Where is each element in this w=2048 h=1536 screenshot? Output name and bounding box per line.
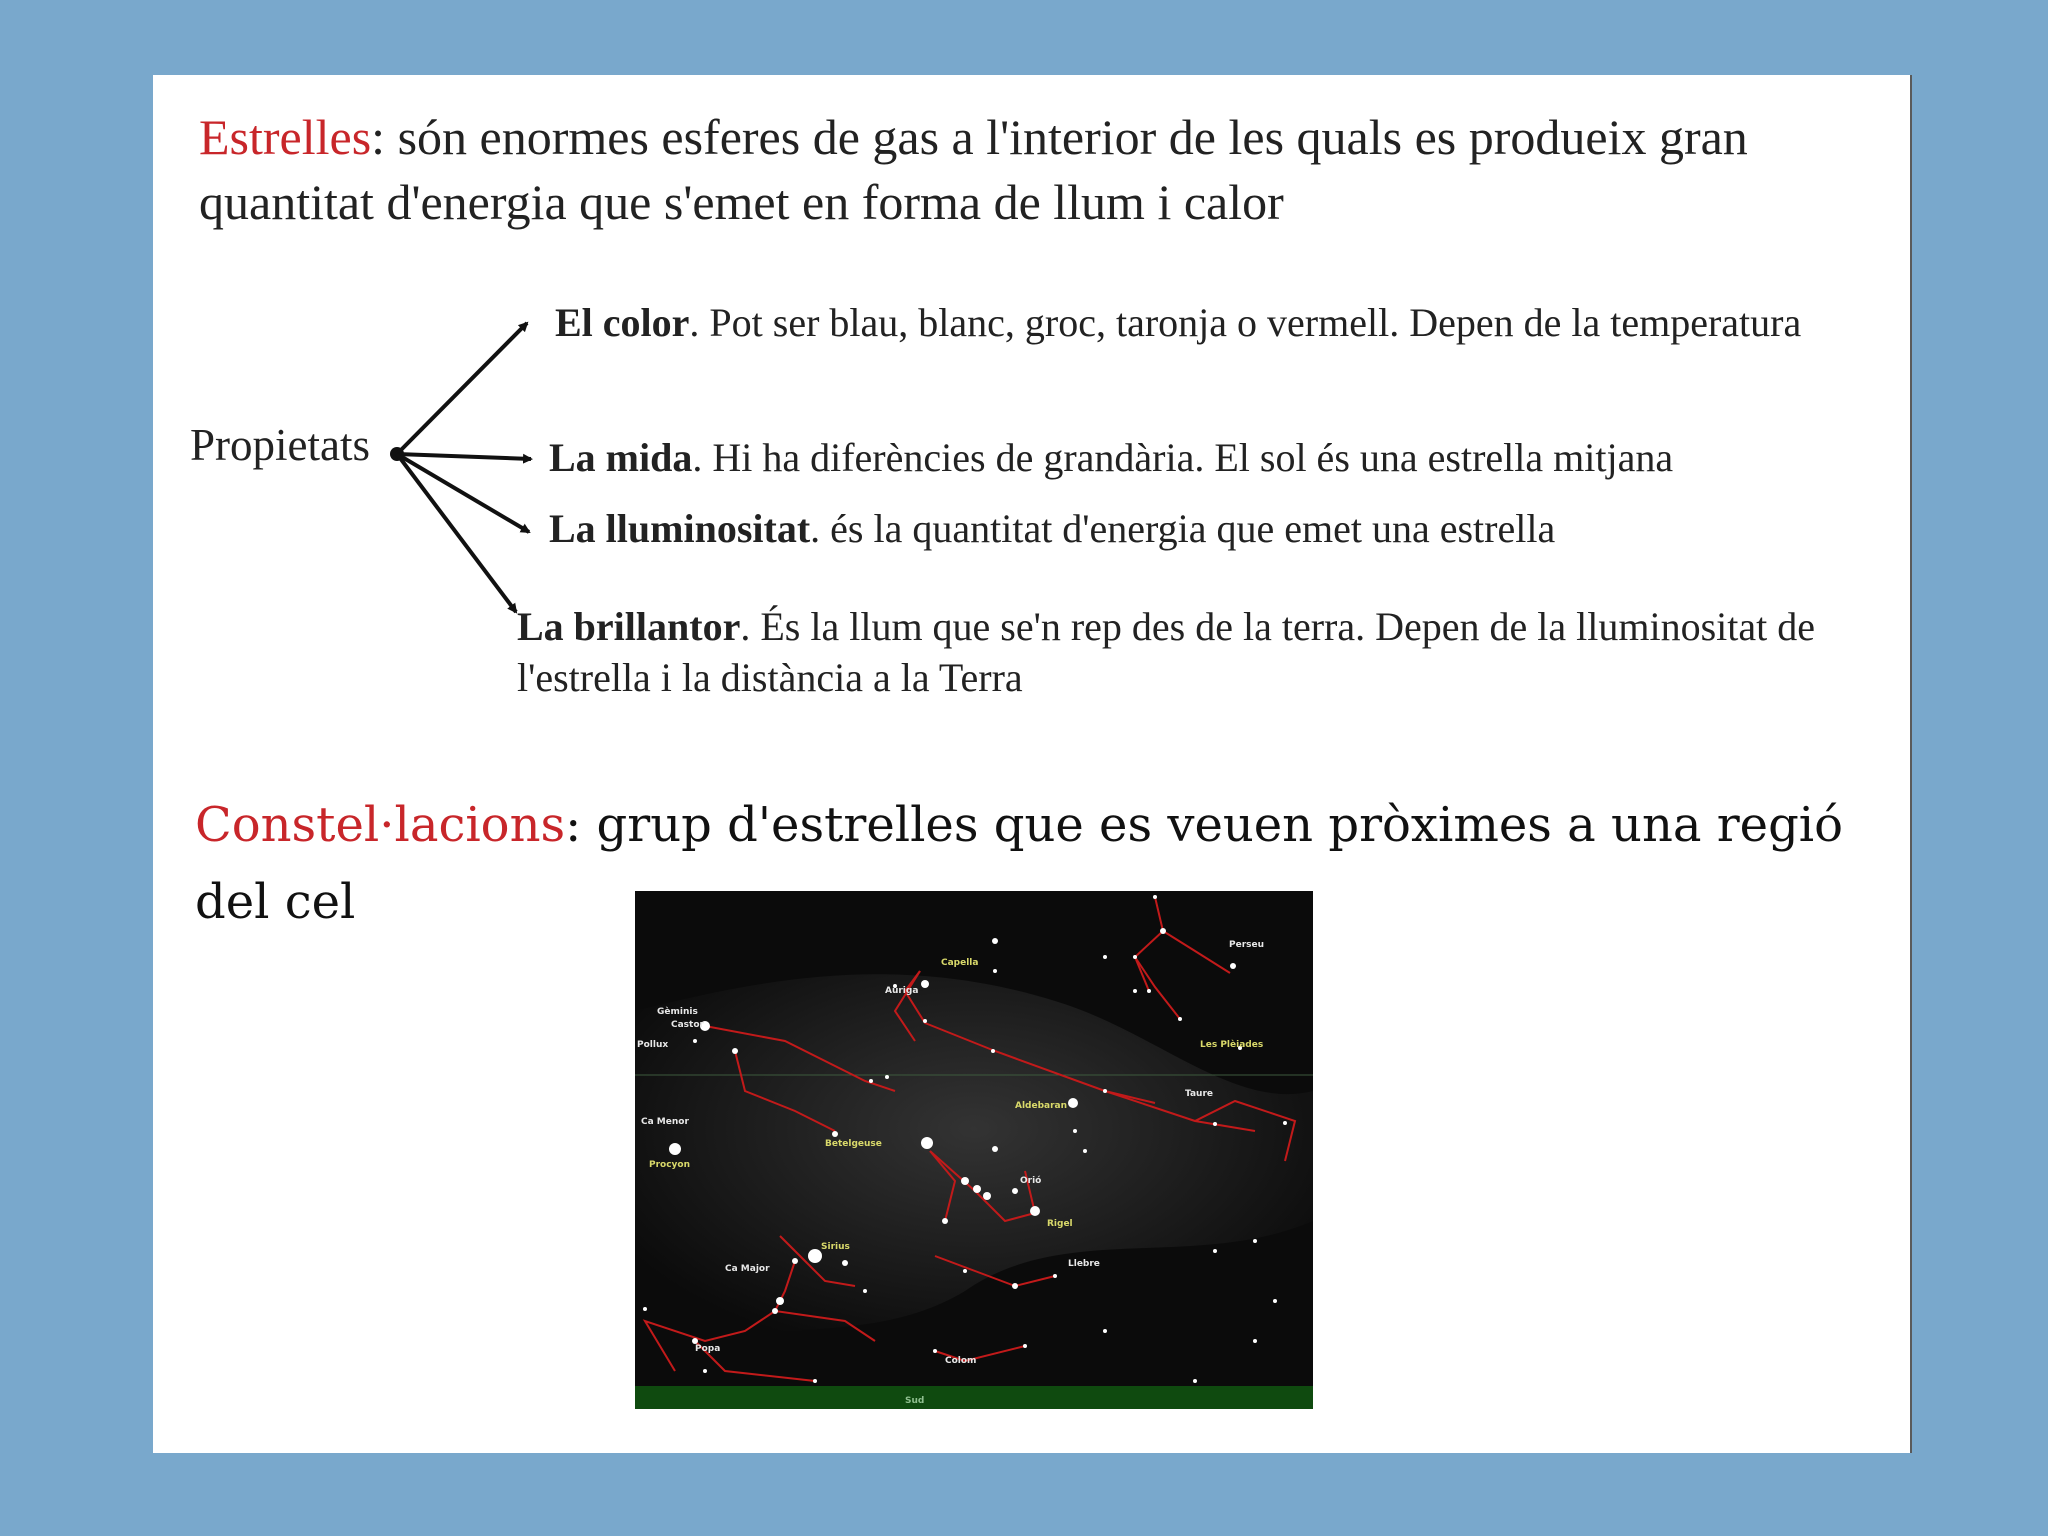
sky-label: Popa xyxy=(695,1344,721,1354)
sky-label: Auriga xyxy=(885,986,919,996)
estrelles-term: Estrelles xyxy=(199,109,372,165)
property-color xyxy=(555,297,1825,348)
property-text: . Hi ha diferències de grandària. El sol és una estrella mitjana xyxy=(692,435,1674,480)
sky-label: Les Plèiades xyxy=(1200,1040,1264,1050)
sky-label: Sud xyxy=(905,1396,925,1406)
sky-map-svg xyxy=(635,891,1313,1409)
sky-label: Ca Menor xyxy=(641,1117,689,1127)
property-text: . Pot ser blau, blanc, groc, taronja o vermell. Depen de la temperatura xyxy=(689,300,1802,345)
property-brillantor xyxy=(517,601,1907,703)
property-lluminositat xyxy=(549,503,1889,554)
constellation-sky-map xyxy=(635,891,1313,1409)
property-title: La mida xyxy=(549,435,693,480)
property-title: La lluminositat xyxy=(549,506,811,551)
arrow-color xyxy=(397,323,527,454)
horizon-ground xyxy=(635,1386,1313,1409)
sky-label: Pollux xyxy=(637,1040,669,1050)
sky-label: Taure xyxy=(1185,1089,1214,1099)
estrelles-text: : són enormes esferes de gas a l'interior de les quals es produeix gran quantitat d'energia que s'emet en forma de llum i calor xyxy=(199,109,1748,230)
sky-label: Sirius xyxy=(821,1242,850,1252)
sky-label: Orió xyxy=(1020,1176,1042,1186)
sky-label: Colom xyxy=(945,1356,977,1366)
sky-label: Ca Major xyxy=(725,1264,770,1274)
property-text: . és la quantitat d'energia que emet una estrella xyxy=(810,506,1556,551)
arrow-mida xyxy=(397,454,531,459)
sky-label: Betelgeuse xyxy=(825,1139,882,1149)
slide xyxy=(153,75,1912,1453)
sky-label: Gèminis xyxy=(657,1007,698,1017)
arrow-brillantor xyxy=(397,454,516,612)
sky-label: Procyon xyxy=(649,1160,691,1170)
property-text: . És la llum que se'n rep des de la terra. Depen de la lluminositat de l'estrella i la distància a la Terra xyxy=(517,604,1815,700)
sky-label: Llebre xyxy=(1068,1259,1100,1269)
constellacions-text: : grup d'estrelles que es veuen pròximes a una regió del cel xyxy=(195,797,1844,930)
property-mida xyxy=(549,432,1889,483)
sky-label: Castor xyxy=(671,1020,704,1030)
arrow-lluminositat xyxy=(397,454,529,532)
sky-label: Perseu xyxy=(1229,940,1265,950)
property-title: El color xyxy=(555,300,690,345)
propietats-label: Propietats xyxy=(190,420,370,470)
sky-label: Capella xyxy=(941,958,979,968)
constellacions-term: Constel·lacions xyxy=(195,797,566,853)
property-title: La brillantor xyxy=(517,604,741,649)
sky-label: Rigel xyxy=(1047,1219,1073,1229)
sky-label: Aldebaran xyxy=(1015,1101,1068,1111)
